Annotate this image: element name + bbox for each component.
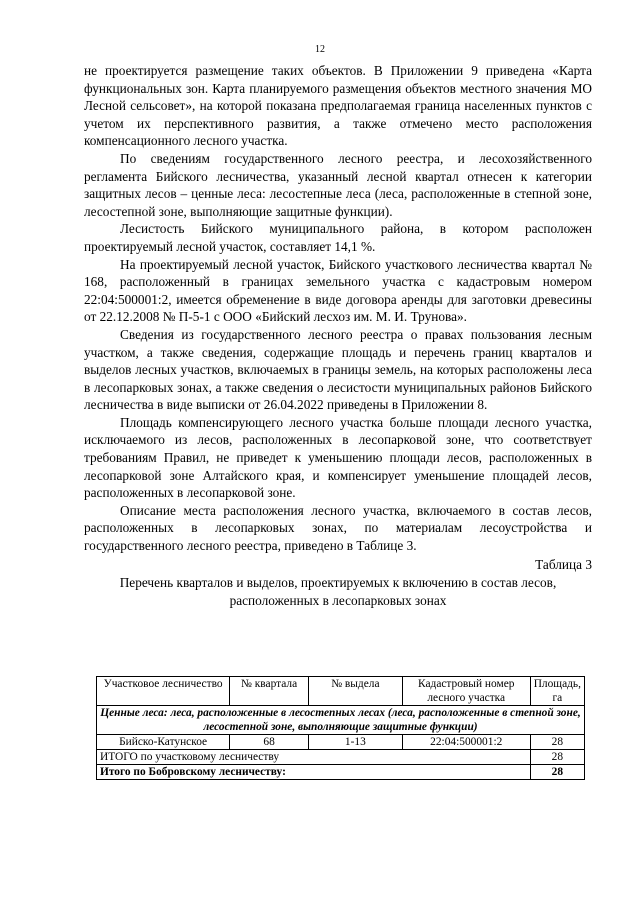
table-cell: Бийско-Катунское [97, 735, 230, 750]
table-header: Кадастровый номер лесного участка [402, 677, 530, 706]
subtotal-row [97, 750, 585, 765]
table-header: № выдела [308, 677, 402, 706]
table-header: Площадь, га [530, 677, 584, 706]
paragraph: Площадь компенсирующего лесного участка больше площади лесного участка, исключаемого из лесов, расположенных в лесопарковой зоне, что соответствует требованиям Правил, не приведет к уменьшению площади лесов, расположенных в лесопарковой зоне Алтайского края, и компенсирует уменьшение площадей лесов, расположенных в лесопарковой зоне. [84, 414, 592, 501]
table-header: Участковое лесничество [97, 677, 230, 706]
group-label: Ценные леса: леса, расположенные в лесостепных лесах (леса, расположенные в степной зоне, лесостепной зоне, выполняющие защитные функции) [97, 706, 585, 735]
page-number: 12 [315, 44, 325, 55]
table-cell: 22:04:500001:2 [402, 735, 530, 750]
table-cell: 68 [230, 735, 309, 750]
table-group-row [97, 706, 585, 735]
total-row [97, 765, 585, 780]
subtotal-label: ИТОГО по участковому лесничеству [97, 750, 531, 765]
total-label: Итого по Бобровскому лесничеству: [97, 765, 531, 780]
table-header-row [97, 677, 585, 706]
table-header: № квартала [230, 677, 309, 706]
subtotal-value: 28 [530, 750, 584, 765]
table-row [97, 735, 585, 750]
paragraph: Описание места расположения лесного участка, включаемого в состав лесов, расположенных в лесопарковых зонах, по материалам лесоустройства и государственного лесного реестра, приведено в Таблице 3. [84, 502, 592, 554]
paragraph: Сведения из государственного лесного реестра о правах пользования лесным участком, а также сведения, содержащие площадь и перечень границ кварталов и выделов лесных участков, включаемых в границы земель, на которых расположены леса в лесопарковых зонах, а также сведения о лесистости муниципальных районов Бийского лесничества в виде выписки от 26.04.2022 приведены в Приложении 8. [84, 326, 592, 413]
paragraph: не проектируется размещение таких объектов. В Приложении 9 приведена «Карта функциональных зон. Карта планируемого размещения объектов местного значения МО Лесной сельсовет», на которой показана предполагаемая граница населенных пунктов с учетом их перспективного развития, а также отмечено место расположения компенсационного лесного участка. [84, 63, 592, 149]
table-number: Таблица 3 [535, 556, 592, 572]
paragraph: По сведениям государственного лесного реестра, и лесохозяйственного регламента Бийского лесничества, указанный лесной квартал отнесен к категории защитных лесов – ценные леса: лесостепные леса (леса, расположенные в степной зоне, лесостепной зоне, выполняющие защитные функции). [84, 150, 592, 219]
table-cell: 28 [530, 735, 584, 750]
paragraph: Лесистость Бийского муниципального района, в котором расположен проектируемый лесной участок, составляет 14,1 %. [84, 221, 592, 254]
forest-table [96, 676, 585, 780]
total-value: 28 [530, 765, 584, 780]
body-text [84, 62, 592, 609]
table-title: Перечень кварталов и выделов, проектируемых к включению в состав лесов, расположенных в лесопарковых зонах [119, 575, 557, 608]
paragraph: На проектируемый лесной участок, Бийского участкового лесничества квартал № 168, расположенный в границах земельного участка с кадастровым номером 22:04:500001:2, имеется обременение в виде договора аренды для заготовки древесины от 22.12.2008 № П-5-1 с ООО «Бийский лесхоз им. М. И. Трунова». [84, 256, 592, 325]
table-cell: 1-13 [308, 735, 402, 750]
